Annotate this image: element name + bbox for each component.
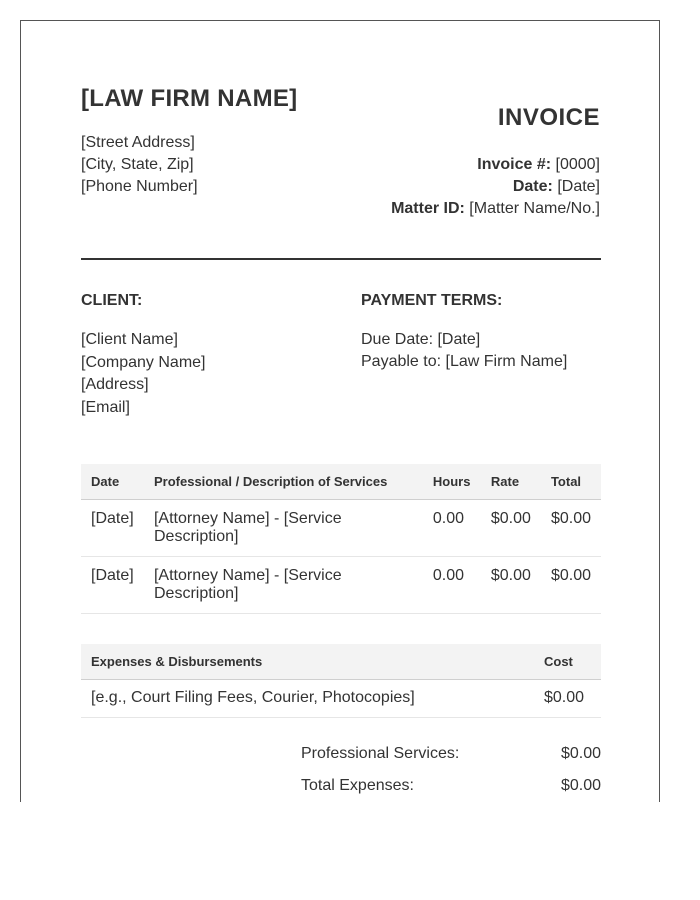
payment-terms-label: PAYMENT TERMS:: [361, 292, 503, 309]
row-hours: 0.00: [423, 557, 481, 614]
row-rate: $0.00: [481, 557, 541, 614]
header-date: Date: [81, 464, 144, 500]
invoice-date-label: Date:: [512, 178, 553, 195]
header-expenses: Expenses & Disbursements: [81, 644, 534, 680]
matter-id-line: [391, 198, 600, 220]
row-description: [Attorney Name] - [Service Description]: [144, 557, 423, 614]
firm-phone: [Phone Number]: [81, 178, 198, 195]
row-description: [Attorney Name] - [Service Description]: [144, 500, 423, 557]
total-expenses: [301, 777, 601, 809]
table-row: [81, 680, 601, 718]
totals-block: [301, 745, 601, 809]
professional-services-total: [301, 745, 601, 777]
table-row: [81, 500, 601, 557]
client-company: [Company Name]: [81, 353, 206, 371]
invoice-date-value: [Date]: [557, 178, 600, 195]
header-rate: Rate: [481, 464, 541, 500]
client-address: [Address]: [81, 376, 149, 393]
firm-address-block: [81, 132, 198, 198]
expenses-header-row: [81, 644, 601, 680]
row-rate: $0.00: [481, 500, 541, 557]
expense-description: [e.g., Court Filing Fees, Courier, Photocopies]: [81, 680, 534, 718]
client-name: [Client Name]: [81, 331, 178, 348]
row-date: [Date]: [81, 557, 144, 614]
invoice-title: INVOICE: [497, 104, 600, 131]
invoice-number-label: Invoice #:: [477, 156, 552, 173]
services-table: [81, 464, 601, 614]
payment-terms-block: [361, 329, 567, 373]
total-expenses-value: $0.00: [560, 777, 601, 794]
matter-id-label: Matter ID:: [391, 200, 465, 217]
invoice-number-value: [0000]: [555, 156, 600, 173]
invoice-meta: [391, 154, 600, 220]
header-hours: Hours: [423, 464, 481, 500]
row-hours: 0.00: [423, 500, 481, 557]
row-total: $0.00: [541, 557, 601, 614]
professional-services-label: Professional Services:: [301, 745, 460, 762]
row-date: [Date]: [81, 500, 144, 557]
services-header-row: [81, 464, 601, 500]
row-total: $0.00: [541, 500, 601, 557]
invoice-date-line: [391, 176, 600, 198]
firm-name: [LAW FIRM NAME]: [81, 85, 298, 112]
invoice-page: [20, 20, 660, 802]
total-expenses-label: Total Expenses:: [301, 777, 414, 794]
header-description: Professional / Description of Services: [144, 464, 423, 500]
expense-cost: $0.00: [534, 680, 601, 718]
header-cost: Cost: [534, 644, 601, 680]
payable-to: Payable to: [Law Firm Name]: [361, 353, 568, 370]
matter-id-value: [Matter Name/No.]: [469, 200, 600, 217]
professional-services-value: $0.00: [560, 745, 601, 762]
header-divider: [81, 258, 601, 260]
client-block: [81, 329, 206, 419]
firm-city: [City, State, Zip]: [81, 156, 194, 173]
invoice-number-line: [391, 154, 600, 176]
due-date: Due Date: [Date]: [361, 331, 481, 348]
expenses-table: [81, 644, 601, 718]
header-total: Total: [541, 464, 601, 500]
client-label: CLIENT:: [81, 292, 143, 309]
table-row: [81, 557, 601, 614]
client-email: [Email]: [81, 398, 130, 416]
firm-street: [Street Address]: [81, 134, 195, 151]
